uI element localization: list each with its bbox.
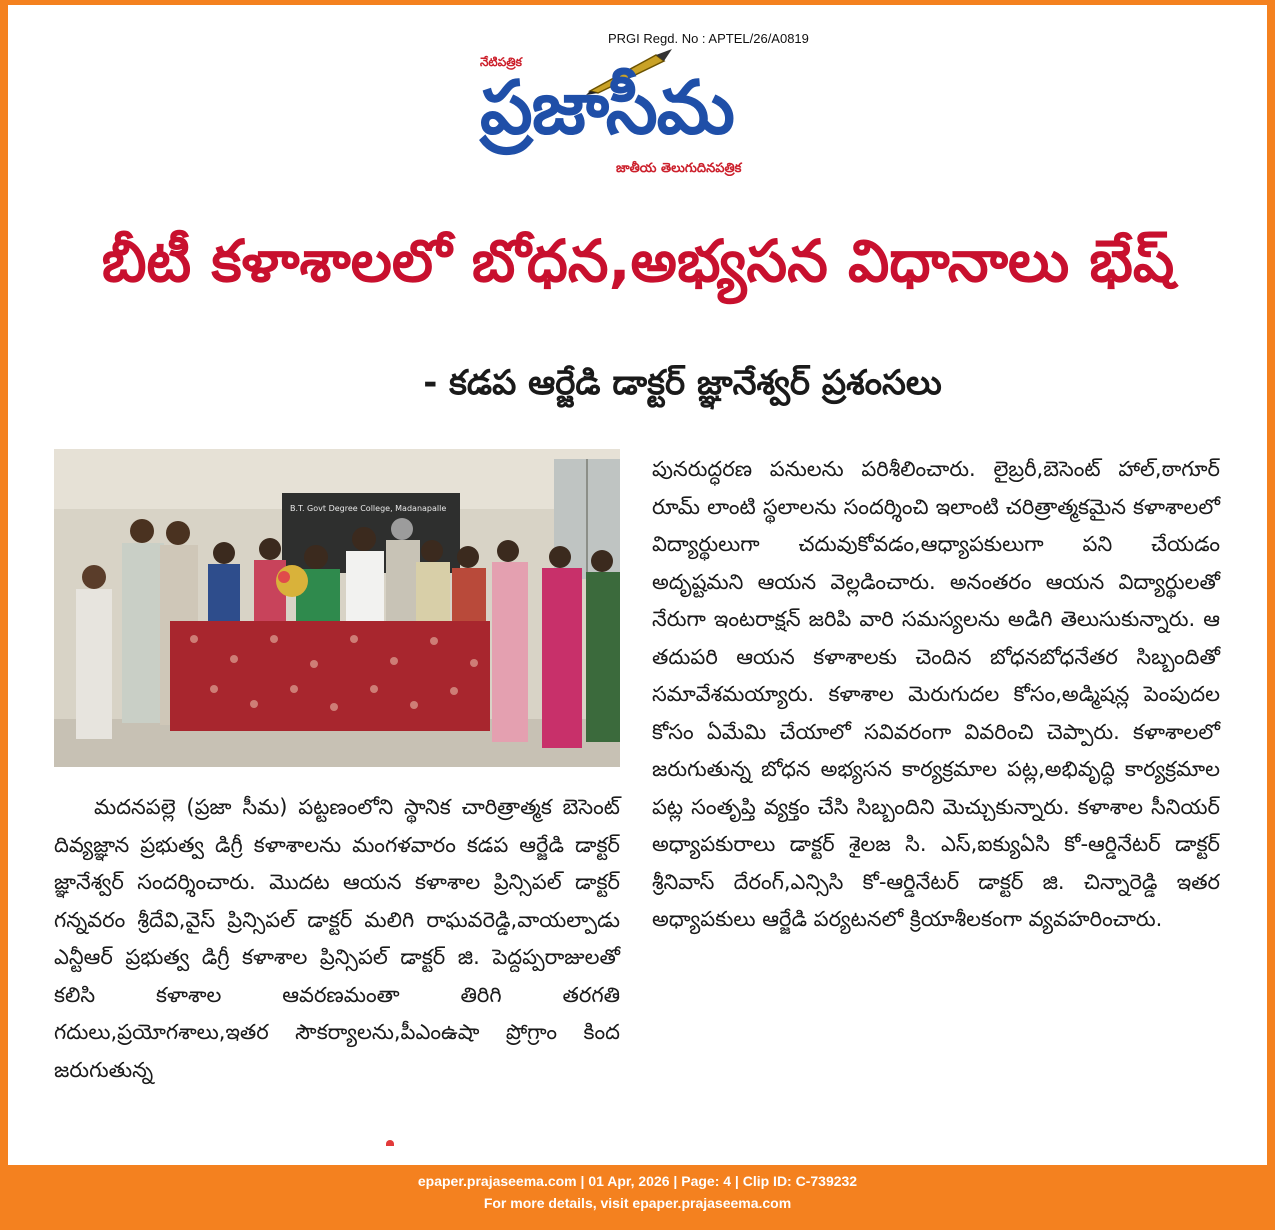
- footer-visit-link[interactable]: For more details, visit epaper.prajaseema.com: [483, 1195, 792, 1211]
- clip-footer: [0, 1170, 1275, 1214]
- registration-number: PRGI Regd. No : APTEL/26/A0819: [608, 31, 809, 46]
- article-subheadline: - కడప ఆర్జేడి డాక్టర్ జ్ఞానేశ్వర్ ప్రశంసలు: [423, 363, 942, 403]
- article-body-left-column: మదనపల్లె (ప్రజా సీమ) పట్టణంలోని స్థానిక చారిత్రాత్మక బెసెంట్ దివ్యజ్ఞాన ప్రభుత్వ డిగ్రీ కళాశాలను మంగళవారం కడప ఆర్జేడి డాక్టర్ జ్ఞానేశ్వర్ సందర్శించారు. మొదట ఆయన కళాశాల ప్రిన్సిపల్ డాక్టర్ గన్నవరం శ్రీదేవి,వైస్ ప్రిన్సిపల్ డాక్టర్ మలిగి రాఘవరెడ్డి,వాయల్పాడు ఎన్టీఆర్ ప్రభుత్వ డిగ్రీ కళాశాల ప్రిన్సిపల్ డాక్టర్ జి. పెద్దప్పరాజులతో కలిసి కళాశాల ఆవరణమంతా తిరిగి తరగతి గదులు,ప్రయోగశాలు,ఇతర సౌకర్యాలను,పీఎంఉషా ప్రోగ్రాం కింద జరుగుతున్న: [54, 795, 620, 1082]
- footer-clip-info[interactable]: epaper.prajaseema.com | 01 Apr, 2026 | Page: 4 | Clip ID: C-739232: [417, 1173, 858, 1189]
- article-body-right-column: పునరుద్ధరణ పనులను పరిశీలించారు. లైబ్రరీ,బెసెంట్ హాల్,ఠాగూర్ రూమ్ లాంటి స్థలాలను సందర్శించి ఇలాంటి చరిత్రాత్మకమైన కళాశాలలో విద్యార్థులుగా చదువుకోవడం,ఆధ్యాపకులుగా పని చేయడం అదృష్టమని ఆయన వెల్లడించారు. అనంతరం ఆయన విద్యార్థులతో నేరుగా ఇంటరాక్షన్ జరిపి వారి సమస్యలను అడిగి తెలుసుకున్నారు. ఆ తదుపరి ఆయన కళాశాలకు చెందిన బోధనబోధనేతర సిబ్బందితో సమావేశమయ్యారు. కళాశాల మెరుగుదల కోసం,అడ్మిషన్ల పెంపుదల కోసం ఏమేమి చేయాలో సవివరంగా వివరించి చెప్పారు. కళాశాలలో జరుగుతున్న బోధన అభ్యసన కార్యక్రమాల పట్ల,అభివృద్ధి కార్యక్రమాల పట్ల సంతృప్తి వ్యక్తం చేసి సిబ్బందిని మెచ్చుకున్నారు. కళాశాల సీనియర్ అధ్యాపకురాలు డాక్టర్ శైలజ సి. ఎస్,ఐక్యుఏసి కో-ఆర్డినేటర్ డాక్టర్ శ్రీనివాస్ దేరంగ్,ఎన్సిసి కో-ఆర్డినేటర్ డాక్టర్ జి. చిన్నారెడ్డి ఇతర అధ్యాపకులు ఆర్జేడి పర్యటనలో క్రియాశీలకంగా వ్యవహరించారు.: [652, 457, 1220, 931]
- article-photo: [54, 449, 620, 767]
- blackboard-text: B.T. Govt Degree College, Madanapalle: [290, 504, 447, 513]
- masthead-tagline-bottom: జాతీయ తెలుగుదినపత్రిక: [616, 161, 742, 176]
- page-marker: [386, 1140, 394, 1146]
- article-headline: బీటీ కళాశాలలో బోధన,అభ్యసన విధానాలు భేష్: [101, 227, 1175, 295]
- newspaper-clip: [8, 5, 1267, 1165]
- masthead-tagline-top: నేటిపత్రిక: [480, 55, 522, 69]
- newspaper-logo: ప్రజాసీమ: [480, 65, 734, 151]
